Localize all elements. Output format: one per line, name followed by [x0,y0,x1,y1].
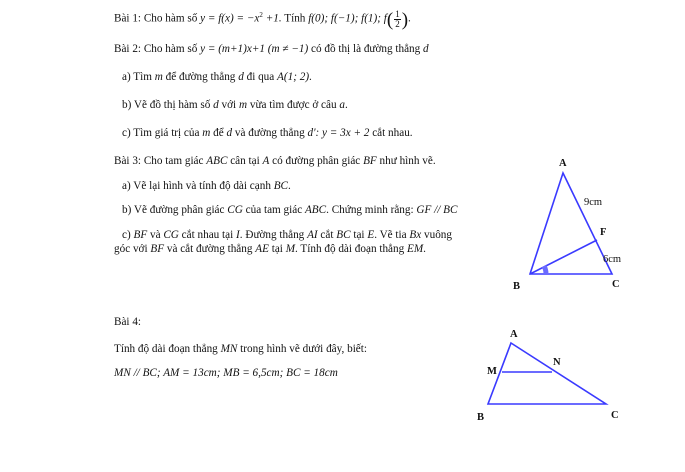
bai1-line: Bài 1: Cho hàm số $y = f(x) = -x^2 +1$. Tính f(0); f(−1); f(1); f( $\frac{1}{2}$ ). [114,8,411,31]
label-a-b4: A [510,329,518,340]
bai3-line: Bài 3: Cho tam giác ABC cân tại A có đường phân giác BF như hình vẽ. [114,155,436,167]
label-b-b4: B [477,412,485,423]
label-c-b3: C [612,279,620,290]
label-n-b4: N [553,357,561,368]
label-c-b4: C [611,410,619,421]
triangle-abc-b4 [488,343,606,404]
bai1-title: Bài 1: [114,12,142,25]
label-f-b3: F [600,227,607,238]
label-m-b4: M [487,366,497,377]
bai4-line: Tính độ dài đoạn thẳng MN trong hình vẽ dưới đây, biết: [114,343,367,355]
label-b-b3: B [513,281,521,292]
bai4-given: MN // BC; AM = 13cm; MB = 6,5cm; BC = 18cm [114,367,338,379]
label-a-b3: A [559,158,567,169]
bai3-c2: góc với BF và cắt đường thẳng AE tại M. Tính độ dài đoạn thẳng EM. [114,243,426,255]
label-af-9cm: 9cm [584,197,603,208]
bai4-title: Bài 4: [114,316,142,328]
bai3-c1: c) BF và CG cắt nhau tại I. Đường thẳng AI cắt BC tại E. Vẽ tia Bx vuông [122,229,452,241]
bai2-b: b) Vẽ đồ thị hàm số d với m vừa tìm được ở câu a. [122,99,348,111]
bai2-a: a) Tìm m để đường thẳng d đi qua A(1; 2). [122,71,312,83]
bai3-b: b) Vẽ đường phân giác CG của tam giác ABC. Chứng minh rằng: GF // BC [122,204,458,216]
bai2-c: c) Tìm giá trị của m để d và đường thẳng d': y = 3x + 2 cắt nhau. [122,127,413,139]
bai3-a: a) Vẽ lại hình và tính độ dài cạnh BC. [122,180,291,192]
label-fc-6cm: 6cm [603,254,622,265]
fraction-one-half: $\frac{1}{2}$ [395,8,400,29]
bai2-line: Bài 2: Cho hàm số y = (m+1)x+1 (m ≠ −1) có đồ thị là đường thẳng d [114,43,429,55]
